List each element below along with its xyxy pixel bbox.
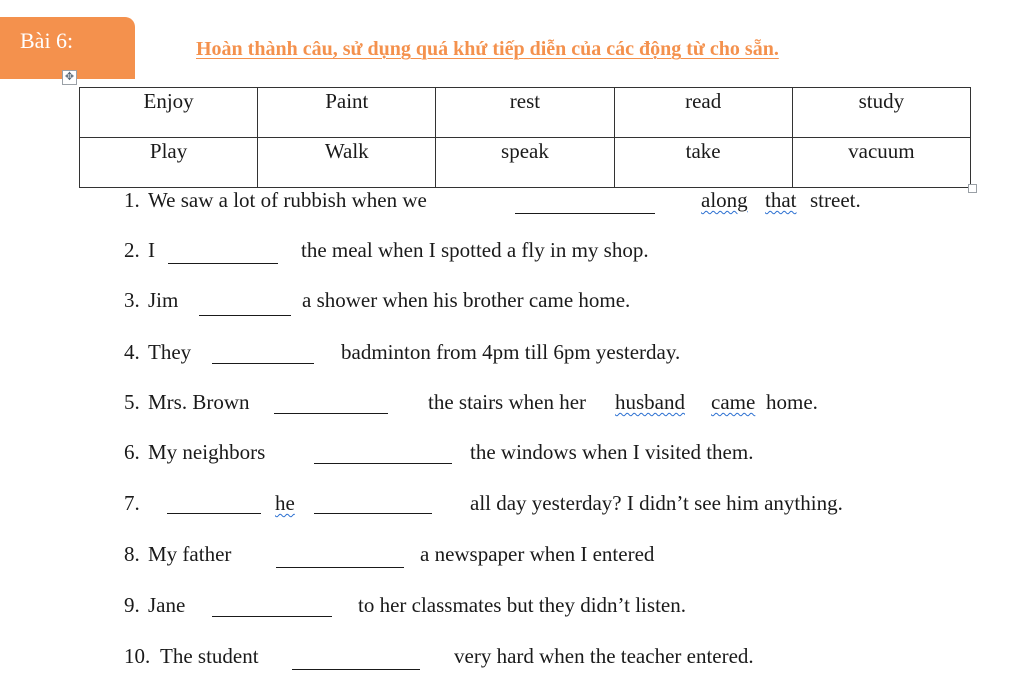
verb-cell: study [792, 88, 970, 138]
sentence-text: badminton from 4pm till 6pm yesterday. [341, 340, 681, 364]
answer-blank[interactable] [212, 363, 314, 364]
sentence-text: My father [148, 542, 232, 566]
verb-cell: Paint [258, 88, 436, 138]
sentence-text: the windows when I visited them. [470, 440, 754, 464]
sentence-number: 1. [124, 188, 140, 212]
sentence-number: 3. [124, 288, 140, 312]
answer-blank[interactable] [212, 616, 332, 617]
sentence-text: came [711, 390, 756, 414]
verb-cell: rest [436, 88, 614, 138]
sentence-number: 5. [124, 390, 140, 414]
table-resize-handle[interactable] [968, 184, 977, 193]
table-move-handle-icon[interactable]: ✥ [62, 70, 77, 85]
sentence-number: 10. [124, 644, 151, 668]
verb-cell: take [614, 138, 792, 188]
sentence-number: 6. [124, 440, 140, 464]
sentence-text: husband [615, 390, 685, 414]
verb-cell: Play [80, 138, 258, 188]
table-row [80, 138, 971, 188]
sentence-text: Mrs. Brown [148, 390, 250, 414]
sentence-text: a shower when his brother came home. [302, 288, 631, 312]
answer-blank[interactable] [274, 413, 388, 414]
sentence-text: The student [160, 644, 259, 668]
sentence-text: Jim [148, 288, 179, 312]
sentence-number: 4. [124, 340, 140, 364]
sentence-text: a newspaper when I entered [420, 542, 655, 566]
table-row [80, 88, 971, 138]
sentence-text: home. [766, 390, 818, 414]
sentence-number: 8. [124, 542, 140, 566]
sentence-text: along [701, 188, 748, 212]
answer-blank[interactable] [314, 513, 432, 514]
sentence-text: to her classmates but they didn’t listen. [358, 593, 686, 617]
verb-cell: vacuum [792, 138, 970, 188]
verb-cell: read [614, 88, 792, 138]
answer-blank[interactable] [292, 669, 420, 670]
sentence-text: the stairs when her [428, 390, 587, 414]
sentence-number: 2. [124, 238, 140, 262]
verb-cell: Enjoy [80, 88, 258, 138]
sentence-text: They [148, 340, 192, 364]
sentence-text: the meal when I spotted a fly in my shop. [301, 238, 649, 262]
sentence-text: We saw a lot of rubbish when we [148, 188, 427, 212]
sentence-text: very hard when the teacher entered. [454, 644, 754, 668]
sentence-text: that [765, 188, 797, 212]
exercise-number: Bài 6: [20, 28, 74, 53]
sentence-text: street. [810, 188, 861, 212]
sentence-number: 9. [124, 593, 140, 617]
answer-blank[interactable] [314, 463, 452, 464]
sentence-number: 7. [124, 491, 140, 515]
verb-table [79, 87, 971, 188]
verb-cell: Walk [258, 138, 436, 188]
sentence-text: I [148, 238, 155, 262]
sentence-text: all day yesterday? I didn’t see him anything. [470, 491, 843, 515]
verb-cell: speak [436, 138, 614, 188]
sentence-text: he [275, 491, 295, 515]
answer-blank[interactable] [276, 567, 404, 568]
answer-blank[interactable] [515, 213, 655, 214]
instruction-heading: Hoàn thành câu, sử dụng quá khứ tiếp diễn của các động từ cho sẵn. [196, 38, 779, 60]
answer-blank[interactable] [199, 315, 291, 316]
answer-blank[interactable] [168, 263, 278, 264]
sentence-text: My neighbors [148, 440, 266, 464]
sentence-text: Jane [148, 593, 186, 617]
answer-blank[interactable] [167, 513, 261, 514]
